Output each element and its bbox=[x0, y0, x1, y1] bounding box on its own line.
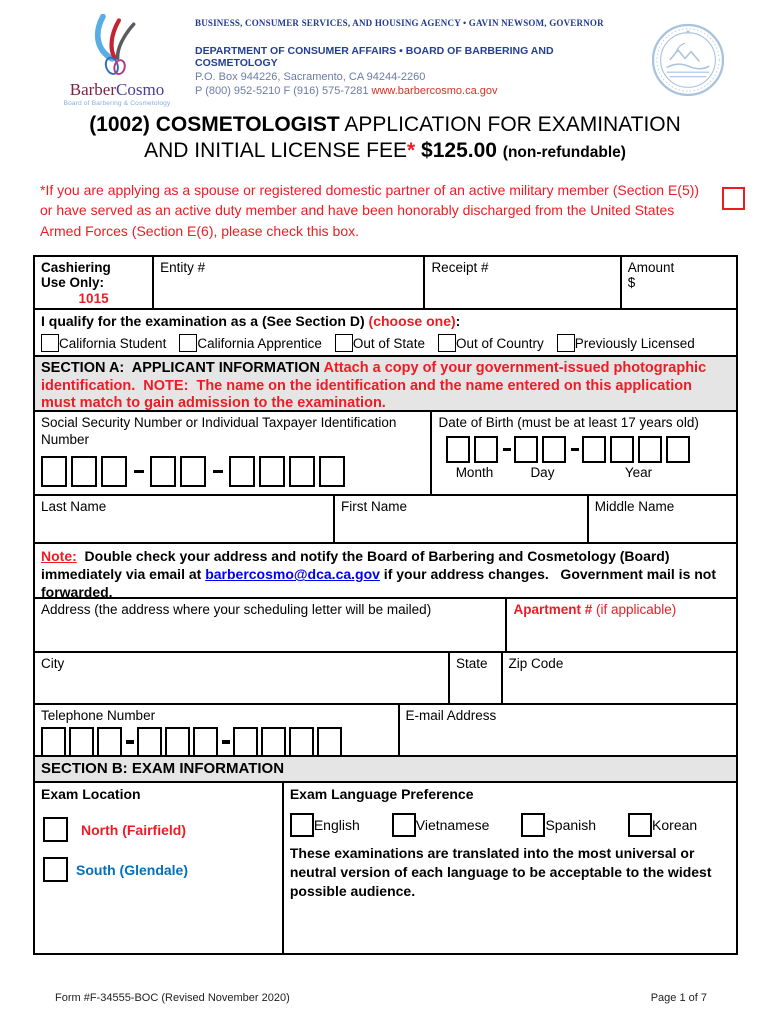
first-name-field[interactable]: First Name bbox=[335, 496, 589, 542]
letterhead bbox=[0, 12, 770, 112]
agency-address-block bbox=[195, 18, 615, 97]
checkbox-icon[interactable] bbox=[41, 334, 59, 352]
ssn-digit-box[interactable] bbox=[319, 456, 345, 487]
language-translation-note: These examinations are translated into the most universal or neutral version of each language to be acceptable to the widest possible audience. bbox=[289, 845, 712, 899]
form-title-line2: AND INITIAL LICENSE FEE* $125.00 (non-refundable) bbox=[144, 139, 626, 163]
section-a-header-row bbox=[35, 357, 736, 412]
section-a-header: SECTION A: APPLICANT INFORMATION Attach a copy of your government-issued photographic identification. NOTE: The name on the identification and the name entered on this application must match to gain admission to the examination. bbox=[35, 357, 736, 410]
dob-digit-box[interactable] bbox=[474, 436, 498, 463]
form-title-line1: (1002) COSMETOLOGIST APPLICATION FOR EXAMINATION bbox=[89, 113, 681, 136]
qualification-cell bbox=[35, 310, 736, 355]
phone-digit-box[interactable] bbox=[289, 727, 314, 757]
dob-cell[interactable] bbox=[432, 412, 736, 494]
exam-language-cell bbox=[284, 783, 736, 953]
dob-digit-box[interactable] bbox=[610, 436, 634, 463]
address-note-cell: Note: Double check your address and notify the Board of Barbering and Cosmetology (Board) immediately via email at barbercosmo@dca.ca.gov if your address changes. Government mail is not forwarded. bbox=[41, 548, 720, 601]
ssn-digit-box[interactable] bbox=[180, 456, 206, 487]
dash-separator bbox=[222, 740, 230, 744]
phone-digit-box[interactable] bbox=[317, 727, 342, 757]
cashiering-code: 1015 bbox=[78, 291, 109, 306]
middle-name-field[interactable]: Middle Name bbox=[594, 499, 675, 514]
form-number: Form #F-34555-BOC (Revised November 2020) bbox=[55, 992, 290, 1004]
page-number: Page 1 of 7 bbox=[650, 992, 707, 1004]
ssn-digit-box[interactable] bbox=[71, 456, 97, 487]
phone-digit-box[interactable] bbox=[41, 727, 66, 757]
checkbox-icon[interactable] bbox=[438, 334, 456, 352]
phone-digit-box[interactable] bbox=[137, 727, 162, 757]
cashiering-use-only-cell: Cashiering Use Only: 1015 bbox=[35, 257, 154, 308]
checkbox-icon[interactable] bbox=[290, 813, 314, 837]
option-out-of-country[interactable]: Out of Country bbox=[438, 334, 544, 352]
dob-month-label: Month bbox=[455, 464, 494, 480]
city-state-zip-row bbox=[35, 653, 736, 705]
dob-label: Date of Birth (must be at least 17 years old) bbox=[438, 415, 699, 430]
dash-separator bbox=[503, 448, 511, 452]
form-title bbox=[0, 112, 770, 165]
phone-digit-box[interactable] bbox=[69, 727, 94, 757]
ssn-boxes bbox=[41, 456, 424, 487]
dash-separator bbox=[134, 470, 144, 474]
phone-email-row bbox=[35, 705, 736, 757]
agency-line: BUSINESS, CONSUMER SERVICES, AND HOUSING AGENCY • GAVIN NEWSOM, GOVERNOR bbox=[195, 18, 604, 28]
website-link[interactable]: www.barbercosmo.ca.gov bbox=[371, 85, 498, 97]
qualification-options bbox=[41, 334, 730, 352]
ssn-cell[interactable] bbox=[35, 412, 432, 494]
address-note-row bbox=[35, 544, 736, 599]
dob-digit-box[interactable] bbox=[666, 436, 690, 463]
ssn-digit-box[interactable] bbox=[229, 456, 255, 487]
dob-digit-box[interactable] bbox=[542, 436, 566, 463]
phone-digit-box[interactable] bbox=[193, 727, 218, 757]
dob-digit-box[interactable] bbox=[638, 436, 662, 463]
last-name-field[interactable]: Last Name bbox=[35, 496, 335, 542]
qualification-prompt: I qualify for the examination as a (See Section D) (choose one): bbox=[41, 313, 461, 329]
language-options bbox=[290, 813, 730, 837]
phone-digit-box[interactable] bbox=[233, 727, 258, 757]
option-out-of-state[interactable]: Out of State bbox=[335, 334, 425, 352]
amount-field[interactable]: Amount $ bbox=[627, 260, 675, 290]
exam-location-label: Exam Location bbox=[41, 786, 141, 802]
dob-digit-box[interactable] bbox=[582, 436, 606, 463]
entity-number-field[interactable]: Entity # bbox=[154, 257, 425, 308]
telephone-boxes bbox=[41, 727, 392, 757]
board-email-link[interactable]: barbercosmo@dca.ca.gov bbox=[205, 566, 380, 583]
checkbox-icon[interactable] bbox=[557, 334, 575, 352]
logo-wordmark: BarberCosmo bbox=[69, 80, 165, 99]
exam-info-row bbox=[35, 783, 736, 953]
option-english[interactable]: English bbox=[290, 813, 360, 837]
checkbox-icon[interactable] bbox=[43, 817, 68, 842]
dash-separator bbox=[126, 740, 134, 744]
receipt-number-field[interactable]: Receipt # bbox=[425, 257, 621, 308]
option-north-fairfield[interactable]: North (Fairfield) bbox=[43, 817, 276, 842]
city-field[interactable]: City bbox=[35, 653, 450, 703]
california-state-seal-icon bbox=[650, 22, 726, 103]
phone-line: P (800) 952-5210 F (916) 575-7281 www.barbercosmo.ca.gov bbox=[195, 85, 498, 97]
zip-code-field[interactable]: Zip Code bbox=[508, 656, 564, 671]
phone-digit-box[interactable] bbox=[165, 727, 190, 757]
address-row bbox=[35, 599, 736, 653]
military-checkbox[interactable] bbox=[722, 187, 745, 210]
exam-language-label: Exam Language Preference bbox=[289, 786, 474, 802]
department-line: DEPARTMENT OF CONSUMER AFFAIRS • BOARD OF BARBERING AND COSMETOLOGY bbox=[195, 45, 554, 69]
dob-boxes bbox=[446, 436, 730, 463]
checkbox-icon[interactable] bbox=[392, 813, 416, 837]
po-box-line: P.O. Box 944226, Sacramento, CA 94244-2260 bbox=[195, 71, 426, 83]
checkbox-icon[interactable] bbox=[335, 334, 353, 352]
application-form-table bbox=[33, 255, 738, 955]
phone-digit-box[interactable] bbox=[261, 727, 286, 757]
logo-tagline: Board of Barbering & Cosmetology bbox=[63, 100, 171, 107]
ssn-digit-box[interactable] bbox=[101, 456, 127, 487]
section-b-header-row bbox=[35, 757, 736, 783]
ssn-digit-box[interactable] bbox=[259, 456, 285, 487]
option-spanish[interactable]: Spanish bbox=[521, 813, 596, 837]
qualification-row bbox=[35, 310, 736, 357]
ssn-dob-row bbox=[35, 412, 736, 496]
note-label: Note: bbox=[41, 548, 77, 564]
dob-year-label: Year bbox=[624, 464, 653, 480]
option-california-apprentice[interactable]: California Apprentice bbox=[179, 334, 322, 352]
military-note-text: *If you are applying as a spouse or registered domestic partner of an active military member (Section E(5)) or have served as an active duty member and have been honorably discharged from the United States Armed Forces (Section E(6), please check this box. bbox=[40, 182, 700, 239]
checkbox-icon[interactable] bbox=[179, 334, 197, 352]
dash-separator bbox=[213, 470, 223, 474]
dob-digit-box[interactable] bbox=[514, 436, 538, 463]
dash-separator bbox=[571, 448, 579, 452]
option-previously-licensed[interactable]: Previously Licensed bbox=[557, 334, 695, 352]
ssn-digit-box[interactable] bbox=[289, 456, 315, 487]
option-vietnamese[interactable]: Vietnamese bbox=[392, 813, 490, 837]
checkbox-icon[interactable] bbox=[43, 857, 68, 882]
apartment-field[interactable]: Apartment # (if applicable) bbox=[513, 602, 677, 617]
checkbox-icon[interactable] bbox=[628, 813, 652, 837]
telephone-label: Telephone Number bbox=[41, 708, 156, 723]
cashiering-row bbox=[35, 257, 736, 310]
state-field[interactable]: State bbox=[450, 653, 503, 703]
exam-location-cell bbox=[35, 783, 284, 953]
section-b-header: SECTION B: EXAM INFORMATION bbox=[35, 757, 736, 781]
ssn-digit-box[interactable] bbox=[150, 456, 176, 487]
name-row bbox=[35, 496, 736, 544]
military-note-row bbox=[40, 180, 740, 241]
address-field[interactable]: Address (the address where your scheduling letter will be mailed) bbox=[35, 599, 507, 651]
option-south-glendale[interactable]: South (Glendale) bbox=[43, 857, 276, 882]
phone-digit-box[interactable] bbox=[97, 727, 122, 757]
checkbox-icon[interactable] bbox=[521, 813, 545, 837]
ssn-digit-box[interactable] bbox=[41, 456, 67, 487]
email-field[interactable]: E-mail Address bbox=[405, 708, 497, 723]
option-korean[interactable]: Korean bbox=[628, 813, 697, 837]
option-california-student[interactable]: California Student bbox=[41, 334, 166, 352]
page-footer bbox=[55, 992, 707, 1004]
dob-digit-box[interactable] bbox=[446, 436, 470, 463]
dob-day-label: Day bbox=[530, 464, 555, 480]
telephone-cell[interactable] bbox=[35, 705, 400, 755]
ssn-label: Social Security Number or Individual Taxpayer Identification Number bbox=[41, 415, 397, 447]
barbercosmo-logo bbox=[52, 14, 182, 107]
